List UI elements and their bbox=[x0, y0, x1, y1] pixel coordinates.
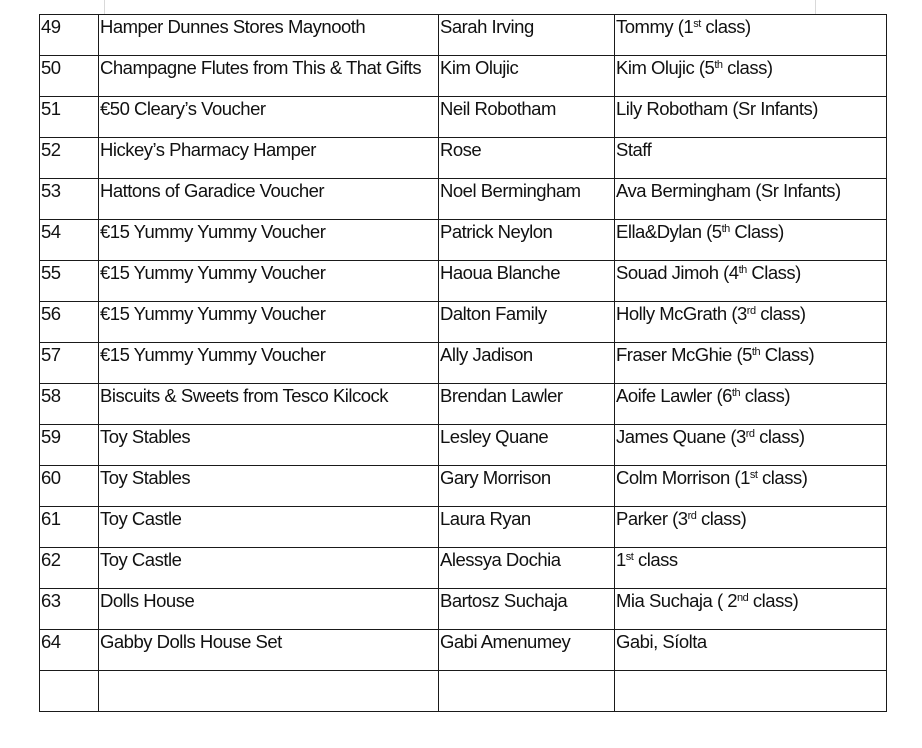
child-class-cell bbox=[615, 671, 887, 712]
winner-cell-text: Laura Ryan bbox=[440, 508, 531, 529]
prize-cell-text: Hattons of Garadice Voucher bbox=[100, 180, 325, 201]
prize-number-cell bbox=[40, 97, 99, 138]
winner-cell-text: Gary Morrison bbox=[440, 467, 551, 488]
child-class-text bbox=[616, 179, 841, 203]
table-row bbox=[40, 548, 887, 589]
table-row bbox=[40, 384, 887, 425]
winner-cell-text: Patrick Neylon bbox=[440, 221, 553, 242]
child-class-cell bbox=[615, 220, 887, 261]
child-class-post: class) bbox=[696, 508, 747, 529]
winner-cell-text: Brendan Lawler bbox=[440, 385, 563, 406]
child-class-pre: Ella&Dylan (5 bbox=[616, 221, 722, 242]
table-row bbox=[40, 15, 887, 56]
prize-cell bbox=[99, 466, 439, 507]
prize-cell bbox=[99, 343, 439, 384]
prize-cell bbox=[99, 425, 439, 466]
prize-cell-text: Toy Castle bbox=[100, 549, 182, 570]
winner-cell-text: Noel Bermingham bbox=[440, 180, 581, 201]
prize-number-cell bbox=[40, 15, 99, 56]
prize-number-cell-text: 50 bbox=[41, 57, 61, 78]
table-row bbox=[40, 138, 887, 179]
child-class-post: class) bbox=[740, 385, 791, 406]
prize-cell bbox=[99, 548, 439, 589]
prize-cell bbox=[99, 220, 439, 261]
prize-cell bbox=[99, 302, 439, 343]
child-class-cell bbox=[615, 466, 887, 507]
child-class-pre: 1 bbox=[616, 549, 626, 570]
winner-cell-text: Alessya Dochia bbox=[440, 549, 561, 570]
prize-cell-text: Toy Castle bbox=[100, 508, 182, 529]
prize-number-cell-text: 54 bbox=[41, 221, 61, 242]
ordinal-suffix: th bbox=[738, 264, 747, 276]
winner-cell bbox=[439, 343, 615, 384]
child-class-text bbox=[616, 507, 746, 531]
child-class-cell bbox=[615, 630, 887, 671]
child-class-text bbox=[616, 15, 751, 39]
prize-number-cell-text: 63 bbox=[41, 590, 61, 611]
child-class-text bbox=[616, 138, 651, 162]
child-class-text bbox=[616, 425, 805, 449]
child-class-post: Class) bbox=[729, 221, 784, 242]
prize-cell-text: €50 Cleary’s Voucher bbox=[100, 98, 266, 119]
prize-cell bbox=[99, 97, 439, 138]
page-edge-mark bbox=[815, 0, 816, 14]
child-class-text bbox=[616, 56, 773, 80]
prize-number-cell-text: 56 bbox=[41, 303, 61, 324]
prize-cell-text: €15 Yummy Yummy Voucher bbox=[100, 303, 326, 324]
winner-cell bbox=[439, 179, 615, 220]
child-class-cell bbox=[615, 589, 887, 630]
prize-number-cell bbox=[40, 507, 99, 548]
prize-number-cell bbox=[40, 56, 99, 97]
table-row bbox=[40, 56, 887, 97]
winner-cell-text: Bartosz Suchaja bbox=[440, 590, 568, 611]
winner-cell bbox=[439, 466, 615, 507]
winner-cell-text: Neil Robotham bbox=[440, 98, 556, 119]
child-class-post: class) bbox=[722, 57, 773, 78]
winner-cell-text: Rose bbox=[440, 139, 482, 160]
child-class-text bbox=[616, 548, 678, 572]
child-class-cell bbox=[615, 179, 887, 220]
table-row bbox=[40, 179, 887, 220]
ordinal-suffix: st bbox=[749, 469, 758, 481]
winner-cell-text: Ally Jadison bbox=[440, 344, 533, 365]
ordinal-suffix: rd bbox=[745, 428, 755, 440]
winner-cell bbox=[439, 138, 615, 179]
winner-cell bbox=[439, 384, 615, 425]
ordinal-suffix: rd bbox=[687, 510, 697, 522]
winner-cell bbox=[439, 15, 615, 56]
table-row bbox=[40, 343, 887, 384]
prize-number-cell bbox=[40, 302, 99, 343]
prize-cell bbox=[99, 589, 439, 630]
prize-cell bbox=[99, 179, 439, 220]
prize-cell bbox=[99, 138, 439, 179]
child-class-text bbox=[616, 343, 814, 367]
winner-cell-text: Haoua Blanche bbox=[440, 262, 561, 283]
winner-cell bbox=[439, 425, 615, 466]
child-class-cell bbox=[615, 138, 887, 179]
prize-number-cell-text: 61 bbox=[41, 508, 61, 529]
child-class-pre: James Quane (3 bbox=[616, 426, 746, 447]
child-class-pre: Souad Jimoh (4 bbox=[616, 262, 739, 283]
prize-number-cell bbox=[40, 179, 99, 220]
child-class-pre: Aoife Lawler (6 bbox=[616, 385, 732, 406]
child-class-post: class bbox=[633, 549, 678, 570]
table-row bbox=[40, 425, 887, 466]
ordinal-suffix: th bbox=[721, 223, 730, 235]
child-class-pre: Kim Olujic (5 bbox=[616, 57, 715, 78]
winner-cell bbox=[439, 220, 615, 261]
winner-cell-text: Lesley Quane bbox=[440, 426, 549, 447]
child-class-pre: Lily Robotham (Sr Infants) bbox=[616, 98, 818, 119]
winner-cell-text: Kim Olujic bbox=[440, 57, 519, 78]
child-class-cell bbox=[615, 507, 887, 548]
ordinal-suffix: st bbox=[693, 18, 701, 30]
prize-number-cell bbox=[40, 261, 99, 302]
child-class-cell bbox=[615, 15, 887, 56]
prize-cell-text: €15 Yummy Yummy Voucher bbox=[100, 262, 326, 283]
winner-cell bbox=[439, 56, 615, 97]
prize-cell bbox=[99, 507, 439, 548]
ordinal-suffix: th bbox=[731, 387, 741, 399]
prize-cell bbox=[99, 15, 439, 56]
child-class-cell bbox=[615, 97, 887, 138]
prize-cell-text: Toy Stables bbox=[100, 426, 191, 447]
prize-number-cell bbox=[40, 138, 99, 179]
winner-cell bbox=[439, 671, 615, 712]
winner-cell bbox=[439, 630, 615, 671]
winner-cell bbox=[439, 589, 615, 630]
child-class-cell bbox=[615, 425, 887, 466]
prize-cell-text: Hamper Dunnes Stores Maynooth bbox=[100, 16, 366, 37]
table-row bbox=[40, 589, 887, 630]
ordinal-suffix: th bbox=[714, 59, 723, 71]
prize-cell-text: €15 Yummy Yummy Voucher bbox=[100, 344, 326, 365]
child-class-text bbox=[616, 466, 807, 490]
winner-cell bbox=[439, 97, 615, 138]
child-class-post: Class) bbox=[760, 344, 815, 365]
prize-cell-text: Dolls House bbox=[100, 590, 195, 611]
child-class-text bbox=[616, 302, 806, 326]
winner-cell-text: Dalton Family bbox=[440, 303, 547, 324]
prize-number-cell bbox=[40, 466, 99, 507]
child-class-post: class) bbox=[755, 303, 806, 324]
prize-number-cell-text: 57 bbox=[41, 344, 61, 365]
winner-cell bbox=[439, 548, 615, 589]
winner-cell bbox=[439, 261, 615, 302]
prize-cell bbox=[99, 56, 439, 97]
prize-number-cell bbox=[40, 220, 99, 261]
prize-cell bbox=[99, 384, 439, 425]
child-class-cell bbox=[615, 343, 887, 384]
table-row bbox=[40, 302, 887, 343]
child-class-post: Class) bbox=[746, 262, 801, 283]
page-edge-mark bbox=[104, 0, 105, 14]
prize-number-cell-text: 49 bbox=[41, 16, 61, 37]
child-class-cell bbox=[615, 261, 887, 302]
child-class-text bbox=[616, 630, 707, 654]
child-class-cell bbox=[615, 548, 887, 589]
child-class-text bbox=[616, 589, 798, 613]
prize-number-cell bbox=[40, 343, 99, 384]
prize-number-cell-text: 53 bbox=[41, 180, 61, 201]
ordinal-suffix: rd bbox=[746, 305, 756, 317]
winner-cell-text: Gabi Amenumey bbox=[440, 631, 571, 652]
ordinal-suffix: nd bbox=[737, 592, 749, 604]
table-row bbox=[40, 507, 887, 548]
prize-number-cell bbox=[40, 671, 99, 712]
prize-number-cell bbox=[40, 425, 99, 466]
child-class-text bbox=[616, 97, 818, 121]
ordinal-suffix: st bbox=[625, 551, 634, 563]
child-class-post: class) bbox=[748, 590, 799, 611]
prize-number-cell bbox=[40, 548, 99, 589]
prize-cell bbox=[99, 671, 439, 712]
child-class-pre: Gabi, Síolta bbox=[616, 631, 707, 652]
table-row bbox=[40, 466, 887, 507]
prize-number-cell-text: 58 bbox=[41, 385, 61, 406]
table-body bbox=[40, 15, 887, 712]
prize-cell-text: Gabby Dolls House Set bbox=[100, 631, 282, 652]
prize-number-cell bbox=[40, 589, 99, 630]
child-class-pre: Mia Suchaja ( 2 bbox=[616, 590, 738, 611]
prize-cell bbox=[99, 261, 439, 302]
prize-cell bbox=[99, 630, 439, 671]
table-row bbox=[40, 671, 887, 712]
prize-number-cell-text: 51 bbox=[41, 98, 61, 119]
prize-number-cell-text: 64 bbox=[41, 631, 61, 652]
child-class-pre: Tommy (1 bbox=[616, 16, 694, 37]
child-class-post: class) bbox=[757, 467, 808, 488]
prize-cell-text: Biscuits & Sweets from Tesco Kilcock bbox=[100, 385, 389, 406]
prize-cell-text: Toy Stables bbox=[100, 467, 191, 488]
child-class-text bbox=[616, 220, 784, 244]
table-row bbox=[40, 630, 887, 671]
prize-number-cell bbox=[40, 384, 99, 425]
table-row bbox=[40, 261, 887, 302]
child-class-text bbox=[616, 261, 801, 285]
child-class-cell bbox=[615, 56, 887, 97]
ordinal-suffix: th bbox=[751, 346, 761, 358]
raffle-winners-table bbox=[39, 14, 887, 712]
child-class-text bbox=[616, 384, 790, 408]
child-class-cell bbox=[615, 384, 887, 425]
prize-number-cell-text: 59 bbox=[41, 426, 61, 447]
prize-number-cell-text: 62 bbox=[41, 549, 61, 570]
prize-number-cell-text: 52 bbox=[41, 139, 61, 160]
child-class-pre: Staff bbox=[616, 139, 652, 160]
table-row bbox=[40, 220, 887, 261]
prize-number-cell-text: 60 bbox=[41, 467, 61, 488]
prize-number-cell bbox=[40, 630, 99, 671]
child-class-pre: Parker (3 bbox=[616, 508, 688, 529]
prize-cell-text: Hickey’s Pharmacy Hamper bbox=[100, 139, 316, 160]
winner-cell bbox=[439, 507, 615, 548]
child-class-pre: Holly McGrath (3 bbox=[616, 303, 747, 324]
prize-number-cell-text: 55 bbox=[41, 262, 61, 283]
winner-cell-text: Sarah Irving bbox=[440, 16, 534, 37]
prize-cell-text: Champagne Flutes from This & That Gifts bbox=[100, 57, 422, 78]
table-row bbox=[40, 97, 887, 138]
prize-cell-text: €15 Yummy Yummy Voucher bbox=[100, 221, 326, 242]
child-class-pre: Colm Morrison (1 bbox=[616, 467, 750, 488]
child-class-cell bbox=[615, 302, 887, 343]
child-class-pre: Fraser McGhie (5 bbox=[616, 344, 752, 365]
winner-cell bbox=[439, 302, 615, 343]
child-class-pre: Ava Bermingham (Sr Infants) bbox=[616, 180, 841, 201]
child-class-post: class) bbox=[754, 426, 805, 447]
child-class-post: class) bbox=[700, 16, 751, 37]
